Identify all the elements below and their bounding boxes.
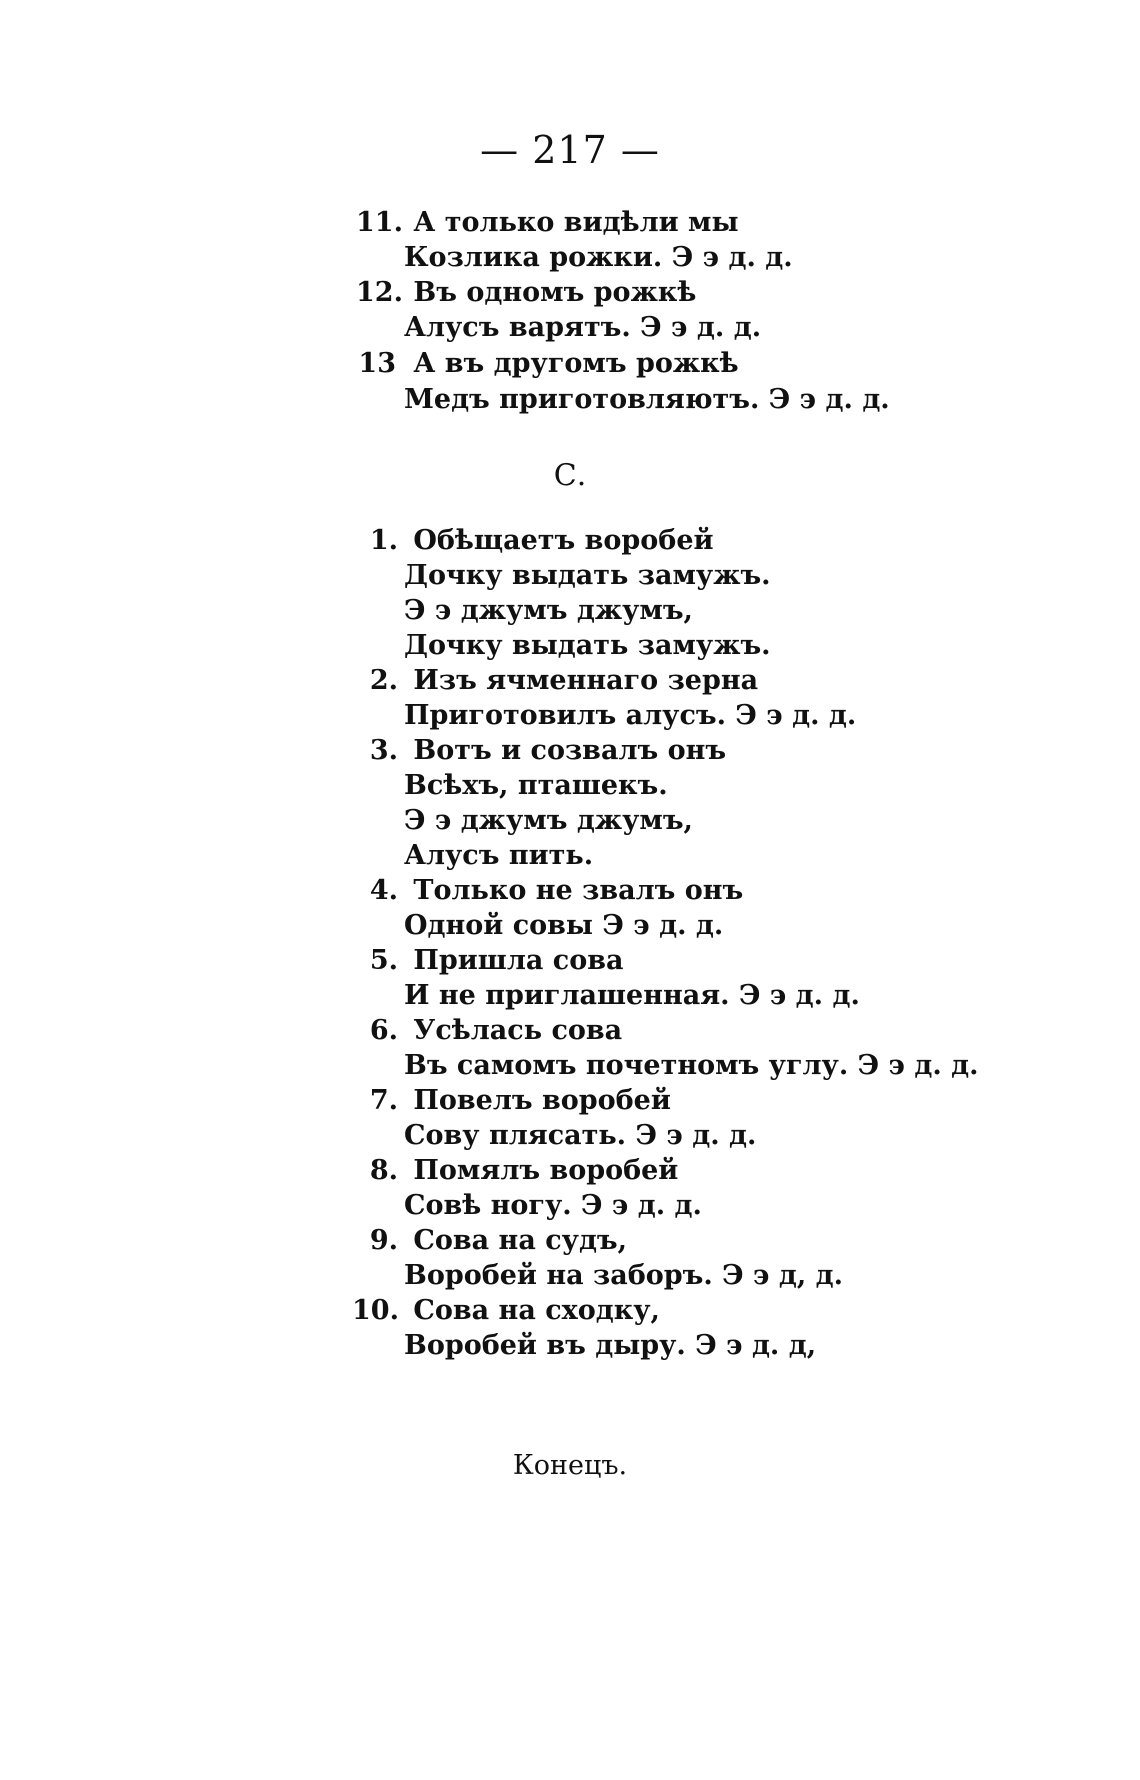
verse-5-line-1 — [352, 947, 623, 974]
verse-6-line-2: Въ самомъ почетномъ углу. Э э д. д. — [404, 1050, 979, 1081]
verse-8-line-1 — [352, 1157, 678, 1184]
verse-text: Изъ ячменнаго зерна — [413, 665, 759, 696]
verse-10-line-2: Воробей въ дыру. Э э д. д, — [404, 1330, 817, 1361]
verse-text: Повелъ воробей — [413, 1085, 671, 1116]
end-mark: Конецъ. — [512, 1450, 628, 1481]
verse-number: 8. — [369, 1155, 398, 1186]
verse-1-line-2: Дочку выдать замужъ. — [404, 560, 771, 591]
verse-number: 7. — [369, 1085, 398, 1116]
verse-text: А въ другомъ рожкѣ — [413, 348, 739, 379]
verse-number: 5. — [369, 945, 398, 976]
verse-number: 9. — [369, 1225, 398, 1256]
verse-1-line-4: Дочку выдать замужъ. — [404, 630, 771, 661]
verse-number: 3. — [369, 735, 398, 766]
verse-number: 13 — [358, 348, 396, 379]
verse-7-line-2: Сову плясать. Э э д. д. — [404, 1120, 757, 1151]
verse-text: Пришла сова — [413, 945, 624, 976]
verse-text: Усѣлась сова — [413, 1015, 623, 1046]
verse-text: А только видѣли мы — [413, 207, 739, 238]
verse-text: Только не звалъ онъ — [413, 875, 744, 906]
verse-number: 11. — [356, 207, 403, 238]
verse-13-line-1 — [356, 350, 739, 377]
verse-10-line-1 — [352, 1297, 660, 1324]
verse-9-line-1 — [352, 1227, 627, 1254]
verse-number: 2. — [369, 665, 398, 696]
verse-3-line-3: Э э джумъ джумъ, — [404, 805, 693, 836]
verse-8-line-2: Совѣ ногу. Э э д. д. — [404, 1190, 702, 1221]
verse-text: Помялъ воробей — [413, 1155, 679, 1186]
page-number: — 217 — — [480, 128, 660, 172]
verse-text: Сова на судъ, — [413, 1225, 628, 1256]
verse-number: 4. — [369, 875, 398, 906]
verse-3-line-1 — [352, 737, 726, 764]
verse-2-line-2: Приготовилъ алусъ. Э э д. д. — [404, 700, 857, 731]
verse-7-line-1 — [352, 1087, 671, 1114]
verse-text: Въ одномъ рожкѣ — [413, 277, 697, 308]
verse-4-line-2: Одной совы Э э д. д. — [404, 910, 724, 941]
verse-text: Вотъ и созвалъ онъ — [413, 735, 727, 766]
verse-number: 6. — [369, 1015, 398, 1046]
section-heading: С. — [553, 458, 587, 493]
verse-1-line-1 — [352, 527, 714, 554]
verse-6-line-1 — [352, 1017, 622, 1044]
verse-1-line-3: Э э джумъ джумъ, — [404, 595, 693, 626]
verse-number: 12. — [356, 277, 403, 308]
verse-2-line-1 — [352, 667, 758, 694]
verse-3-line-4: Алусъ пить. — [404, 840, 594, 871]
verse-9-line-2: Воробей на заборъ. Э э д, д. — [404, 1260, 844, 1291]
verse-number: 1. — [369, 525, 398, 556]
verse-13-line-2: Медъ приготовляютъ. Э э д. д. — [404, 384, 890, 415]
verse-text: Обѣщаетъ воробей — [413, 525, 714, 556]
verse-11-line-1 — [356, 209, 739, 236]
verse-text: Сова на сходку, — [413, 1295, 660, 1326]
verse-4-line-1 — [352, 877, 743, 904]
verse-12-line-2: Алусъ варятъ. Э э д. д. — [404, 312, 762, 343]
verse-5-line-2: И не приглашенная. Э э д. д. — [404, 980, 860, 1011]
verse-number: 10. — [352, 1295, 399, 1326]
verse-12-line-1 — [356, 279, 696, 306]
verse-3-line-2: Всѣхъ, пташекъ. — [404, 770, 668, 801]
verse-11-line-2: Козлика рожки. Э э д. д. — [404, 242, 793, 273]
